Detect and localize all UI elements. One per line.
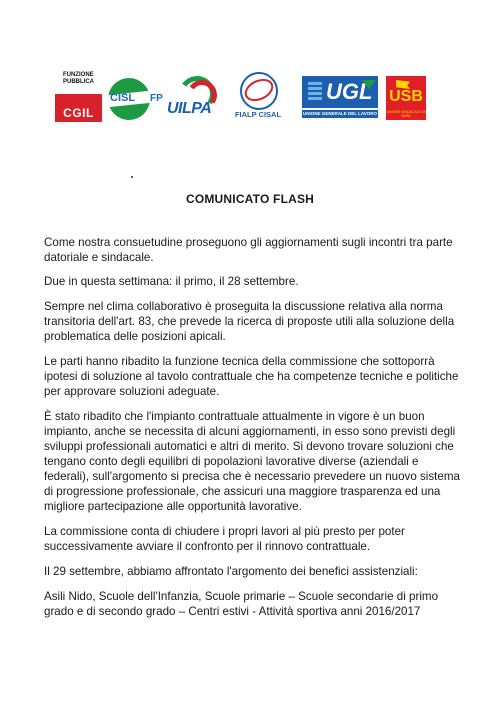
page-title: COMUNICATO FLASH xyxy=(185,192,315,206)
cgil-logo-top-line-2: PUBBLICA xyxy=(63,78,94,85)
document-body xyxy=(44,235,464,629)
ugl-logo xyxy=(302,76,378,120)
cgil-logo xyxy=(55,72,102,122)
paragraph-8: Asili Nido, Scuole dell'Infanzia, Scuole primarie – Scuole secondarie di primo grado e di secondo grado – Centri estivi - Attività sportiva anni 2016/2017 xyxy=(44,590,439,618)
cisl-logo-text: CISL xyxy=(110,92,136,104)
usb-logo-text: USB xyxy=(389,88,423,105)
cgil-logo-top-line-1: FUNZIONE xyxy=(63,72,94,78)
uilpa-logo-text: UILPA xyxy=(167,100,212,117)
usb-logo xyxy=(386,76,426,120)
uilpa-logo xyxy=(165,74,223,122)
paragraph-1: Come nostra consuetudine proseguono gli aggiornamenti sugli incontri tra parte datoriale e sindacale. xyxy=(44,236,453,264)
union-logos-header xyxy=(0,0,500,130)
scan-speck xyxy=(131,176,133,178)
paragraph-7: Il 29 settembre, abbiamo affrontato l'argomento dei benefici assistenziali: xyxy=(44,565,418,578)
paragraph-2: Due in questa settimana: il primo, il 28 settembre. xyxy=(44,275,299,288)
fialp-logo-text: FIALP CISAL xyxy=(234,110,282,119)
cisl-fp-logo xyxy=(108,78,166,120)
ugl-logo-text: UGL xyxy=(326,79,373,104)
cgil-logo-text: CGIL xyxy=(63,106,94,120)
usb-logo-subtitle: UNIONE SINDACALE DI BASE xyxy=(386,110,426,118)
paragraph-4: Le parti hanno ribadito la funzione tecnica della commissione che sottoporrà ipotesi di soluzione al tavolo contrattuale che ha competenze tecniche e politiche per approvare soluzioni adeguate. xyxy=(44,355,459,398)
ugl-logo-subtitle: UNIONE GENERALE DEL LAVORO xyxy=(302,111,378,116)
fialp-cisal-logo xyxy=(228,70,288,124)
paragraph-6: La commissione conta di chiudere i propri lavori al più presto per poter successivamente avviare il confronto per il rinnovo contrattuale. xyxy=(44,525,405,553)
paragraph-5: È stato ribadito che l'impianto contrattuale attualmente in vigore è un buon impianto, anche se necessita di alcuni aggiornamenti, in esso sono previsti degli sviluppi professionali automatici e altri di merito. Si devono trovare soluzioni che tengano conto degli equilibri di popolazioni lavorative diverse (aziendali e federali), sull'argomento si precisa che è necessario prevedere un nuovo sistema di progressione professionale, che assicuri una maggiore trasparenza ed una migliore partecipazione alle opportunità lavorative. xyxy=(44,410,460,513)
paragraph-3: Sempre nel clima collaborativo è proseguita la discussione relativa alla norma transitoria dell'art. 83, che prevede la ricerca di proposte utili alla soluzione della problematica delle posizioni apicali. xyxy=(44,300,455,343)
cisl-fp-suffix: FP xyxy=(150,93,163,104)
